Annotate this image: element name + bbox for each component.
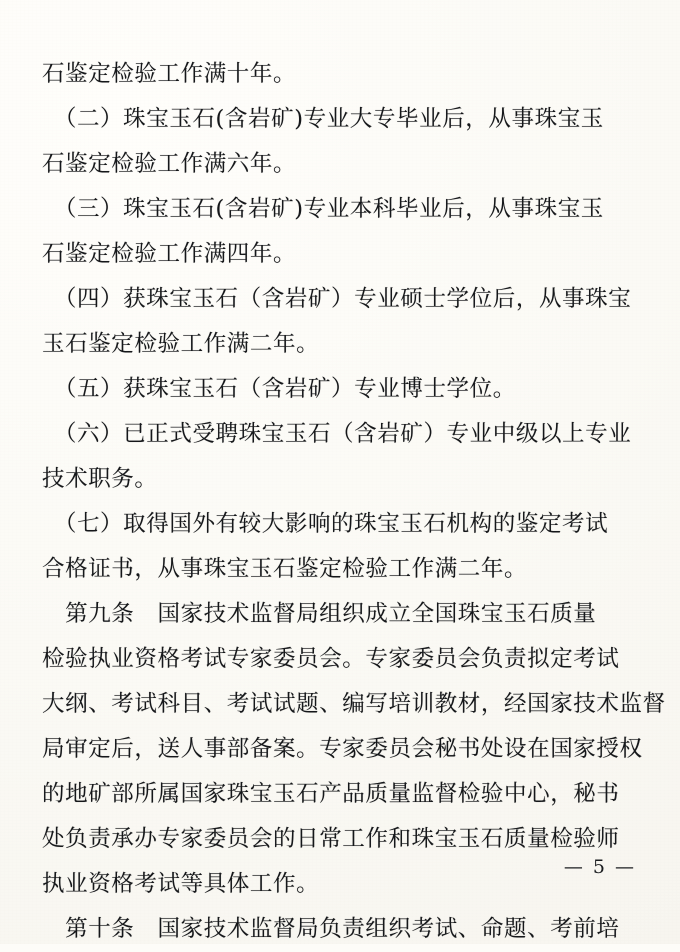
text-line: （六）已正式受聘珠宝玉石（含岩矿）专业中级以上专业 [42,421,632,447]
text-line: 石鉴定检验工作满六年。 [42,151,297,177]
text-line: 检验执业资格考试专家委员会。专家委员会负责拟定考试 [42,646,620,672]
text-line: 局审定后，送人事部备案。专家委员会秘书处设在国家授权 [42,736,643,762]
text-line: 的地矿部所属国家珠宝玉石产品质量监督检验中心，秘书 [42,781,620,807]
text-line: 执业资格考试等具体工作。 [42,871,320,897]
text-line: （四）获珠宝玉石（含岩矿）专业硕士学位后，从事珠宝 [42,286,632,312]
text-line: 石鉴定检验工作满十年。 [42,61,297,87]
page-number: — 5 — [563,856,636,878]
text-line: （二）珠宝玉石(含岩矿)专业大专毕业后，从事珠宝玉 [42,106,604,132]
text-line: （七）取得国外有较大影响的珠宝玉石机构的鉴定考试 [42,511,609,537]
text-line: 第十条 国家技术监督局负责组织考试、命题、考前培 [42,916,620,942]
text-line: （三）珠宝玉石(含岩矿)专业本科毕业后，从事珠宝玉 [42,196,604,222]
text-line: 石鉴定检验工作满四年。 [42,241,297,267]
text-line: 合格证书，从事珠宝玉石鉴定检验工作满二年。 [42,556,528,582]
text-line: 第九条 国家技术监督局组织成立全国珠宝玉石质量 [42,601,597,627]
text-line: （五）获珠宝玉石（含岩矿）专业博士学位。 [42,376,516,402]
text-line: 玉石鉴定检验工作满二年。 [42,331,320,357]
document-body [42,52,666,952]
text-line: 大纲、考试科目、考试试题、编写培训教材，经国家技术监督 [42,691,666,717]
text-line: 处负责承办专家委员会的日常工作和珠宝玉石质量检验师 [42,826,620,852]
text-line: 技术职务。 [42,466,158,492]
